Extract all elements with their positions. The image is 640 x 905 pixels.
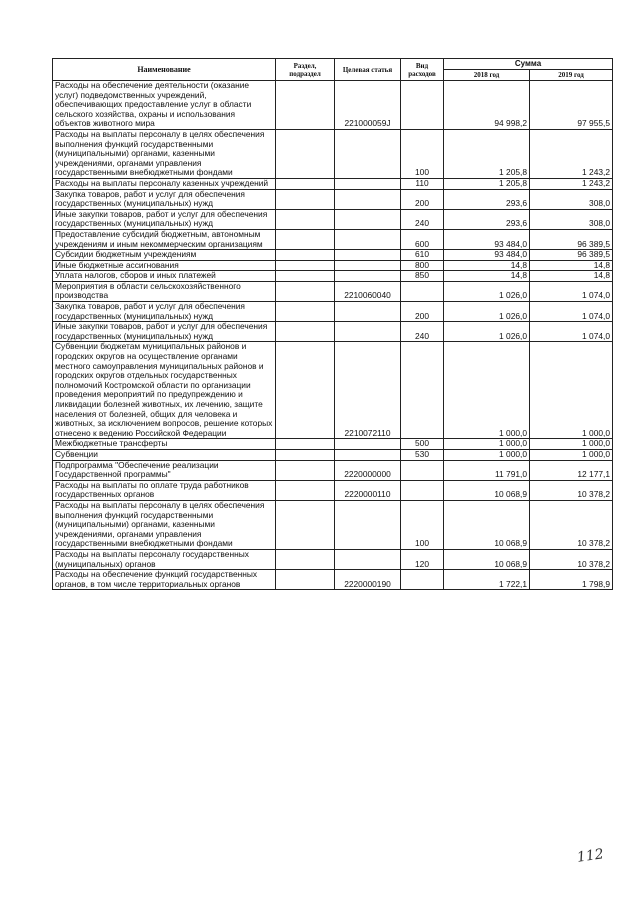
row-sum-2018: 1 205,8 [444,178,530,189]
row-name: Закупка товаров, работ и услуг для обеспечения государственных (муниципальных) нужд [53,302,276,322]
row-name: Расходы на выплаты по оплате труда работников государственных органов [53,480,276,500]
row-expense-kind: 600 [401,229,444,249]
table-row [53,281,613,301]
table-row [53,271,613,282]
row-sum-2018: 293,6 [444,209,530,229]
row-sum-2018: 1 000,0 [444,439,530,450]
row-expense-kind: 120 [401,549,444,569]
table-row [53,189,613,209]
row-sum-2018: 1 000,0 [444,449,530,460]
header-section: Раздел, подраздел [276,59,335,81]
table-row [53,302,613,322]
row-name: Расходы на обеспечение функций государственных органов, в том числе территориальных органов [53,570,276,590]
row-sum-2018: 1 026,0 [444,322,530,342]
row-section [276,500,335,549]
table-row [53,460,613,480]
row-sum-2018: 14,8 [444,260,530,271]
header-year-2019: 2019 год [530,70,613,81]
row-sum-2019: 1 243,2 [530,178,613,189]
row-sum-2019: 1 000,0 [530,342,613,439]
row-name: Субвенции [53,449,276,460]
row-section [276,178,335,189]
row-expense-kind: 610 [401,250,444,261]
row-expense-kind: 100 [401,500,444,549]
row-sum-2019: 10 378,2 [530,480,613,500]
row-sum-2018: 1 026,0 [444,281,530,301]
header-sum: Сумма [444,59,613,70]
table-row [53,229,613,249]
table-row [53,322,613,342]
row-section [276,460,335,480]
row-expense-kind [401,342,444,439]
header-name: Наименование [53,59,276,81]
row-section [276,449,335,460]
row-target-code [335,500,401,549]
table-row [53,209,613,229]
row-target-code [335,439,401,450]
row-section [276,260,335,271]
row-target-code [335,229,401,249]
header-kind: Вид расходов [401,59,444,81]
row-target-code: 2210060040 [335,281,401,301]
table-row [53,449,613,460]
row-section [276,570,335,590]
row-expense-kind: 200 [401,189,444,209]
row-section [276,439,335,450]
table-row [53,260,613,271]
row-name: Расходы на выплаты персоналу в целях обеспечения выполнения функций государственными (муниципальными) органами, казенными учреждениями, органами управления государственными внебюджетными фондами [53,129,276,178]
header-year-2018: 2018 год [444,70,530,81]
row-section [276,229,335,249]
row-target-code [335,302,401,322]
row-sum-2018: 14,8 [444,271,530,282]
row-sum-2018: 1 000,0 [444,342,530,439]
row-target-code [335,178,401,189]
row-expense-kind: 500 [401,439,444,450]
row-sum-2018: 1 205,8 [444,129,530,178]
table-row [53,129,613,178]
row-name: Закупка товаров, работ и услуг для обеспечения государственных (муниципальных) нужд [53,189,276,209]
row-sum-2019: 1 000,0 [530,449,613,460]
row-target-code [335,271,401,282]
header-row [53,59,613,70]
row-sum-2019: 96 389,5 [530,250,613,261]
row-expense-kind [401,570,444,590]
row-sum-2019: 96 389,5 [530,229,613,249]
row-sum-2019: 14,8 [530,260,613,271]
row-sum-2018: 10 068,9 [444,549,530,569]
row-section [276,189,335,209]
row-section [276,281,335,301]
row-expense-kind [401,480,444,500]
row-target-code [335,449,401,460]
row-name: Иные закупки товаров, работ и услуг для обеспечения государственных (муниципальных) нужд [53,209,276,229]
row-expense-kind: 200 [401,302,444,322]
row-sum-2019: 308,0 [530,209,613,229]
row-section [276,302,335,322]
table-row [53,342,613,439]
row-sum-2018: 1 026,0 [444,302,530,322]
row-sum-2019: 1 798,9 [530,570,613,590]
row-sum-2019: 14,8 [530,271,613,282]
row-target-code: 2210072110 [335,342,401,439]
row-expense-kind: 110 [401,178,444,189]
table-row [53,549,613,569]
row-section [276,250,335,261]
row-sum-2019: 10 378,2 [530,500,613,549]
row-target-code: 2220000000 [335,460,401,480]
table-row [53,570,613,590]
row-expense-kind: 240 [401,209,444,229]
table-row [53,480,613,500]
row-name: Иные бюджетные ассигнования [53,260,276,271]
row-section [276,342,335,439]
row-sum-2018: 293,6 [444,189,530,209]
row-sum-2019: 1 243,2 [530,129,613,178]
row-sum-2019: 97 955,5 [530,81,613,130]
row-section [276,322,335,342]
row-section [276,81,335,130]
row-expense-kind: 850 [401,271,444,282]
row-sum-2019: 10 378,2 [530,549,613,569]
row-target-code: 221000059J [335,81,401,130]
row-sum-2019: 1 074,0 [530,281,613,301]
table-row [53,250,613,261]
row-target-code [335,209,401,229]
row-target-code: 2220000190 [335,570,401,590]
row-name: Расходы на выплаты персоналу казенных учреждений [53,178,276,189]
row-target-code [335,250,401,261]
row-section [276,129,335,178]
row-sum-2018: 10 068,9 [444,500,530,549]
table-body [53,81,613,590]
row-sum-2018: 93 484,0 [444,250,530,261]
row-target-code [335,549,401,569]
row-expense-kind: 800 [401,260,444,271]
row-target-code: 2220000110 [335,480,401,500]
row-expense-kind: 530 [401,449,444,460]
row-section [276,209,335,229]
row-name: Субвенции бюджетам муниципальных районов и городских округов на осуществление органами местного самоуправления муниципальных районов и городских округов отдельных государственных полномочий Костромской области по организации проведения мероприятий по предупреждению и ликвидации болезней животных, их лечению, защите населения от болезней, общих для человека и животных, за исключением вопросов, решение которых отнесено к ведению Российской Федерации [53,342,276,439]
row-target-code [335,189,401,209]
row-sum-2019: 308,0 [530,189,613,209]
budget-page [52,58,612,590]
row-sum-2018: 1 722,1 [444,570,530,590]
row-name: Расходы на выплаты персоналу в целях обеспечения выполнения функций государственными (муниципальными) органами, казенными учреждениями, органами управления государственными внебюджетными фондами [53,500,276,549]
row-section [276,549,335,569]
page-number-mark: 112 [576,846,605,866]
row-sum-2018: 94 998,2 [444,81,530,130]
row-expense-kind [401,460,444,480]
row-name: Мероприятия в области сельскохозяйственного производства [53,281,276,301]
row-name: Межбюджетные трансферты [53,439,276,450]
row-expense-kind: 240 [401,322,444,342]
row-section [276,480,335,500]
row-expense-kind: 100 [401,129,444,178]
row-sum-2019: 1 000,0 [530,439,613,450]
row-sum-2018: 93 484,0 [444,229,530,249]
row-sum-2018: 11 791,0 [444,460,530,480]
budget-table [52,58,613,590]
row-sum-2018: 10 068,9 [444,480,530,500]
row-name: Субсидии бюджетным учреждениям [53,250,276,261]
header-target: Целевая статья [335,59,401,81]
table-row [53,178,613,189]
row-sum-2019: 1 074,0 [530,322,613,342]
row-expense-kind [401,281,444,301]
row-expense-kind [401,81,444,130]
row-section [276,271,335,282]
row-name: Расходы на обеспечение деятельности (оказание услуг) подведомственных учреждений, обеспечивающих предоставление услуг в области сельского хозяйства, охраны и использования объектов животного мира [53,81,276,130]
table-row [53,439,613,450]
row-name: Расходы на выплаты персоналу государственных (муниципальных) органов [53,549,276,569]
row-sum-2019: 1 074,0 [530,302,613,322]
row-target-code [335,129,401,178]
row-sum-2019: 12 177,1 [530,460,613,480]
table-row [53,81,613,130]
row-name: Предоставление субсидий бюджетным, автономным учреждениям и иным некоммерческим организациям [53,229,276,249]
table-row [53,500,613,549]
row-target-code [335,260,401,271]
row-name: Уплата налогов, сборов и иных платежей [53,271,276,282]
row-name: Иные закупки товаров, работ и услуг для обеспечения государственных (муниципальных) нужд [53,322,276,342]
row-target-code [335,322,401,342]
row-name: Подпрограмма "Обеспечение реализации Государственной программы" [53,460,276,480]
